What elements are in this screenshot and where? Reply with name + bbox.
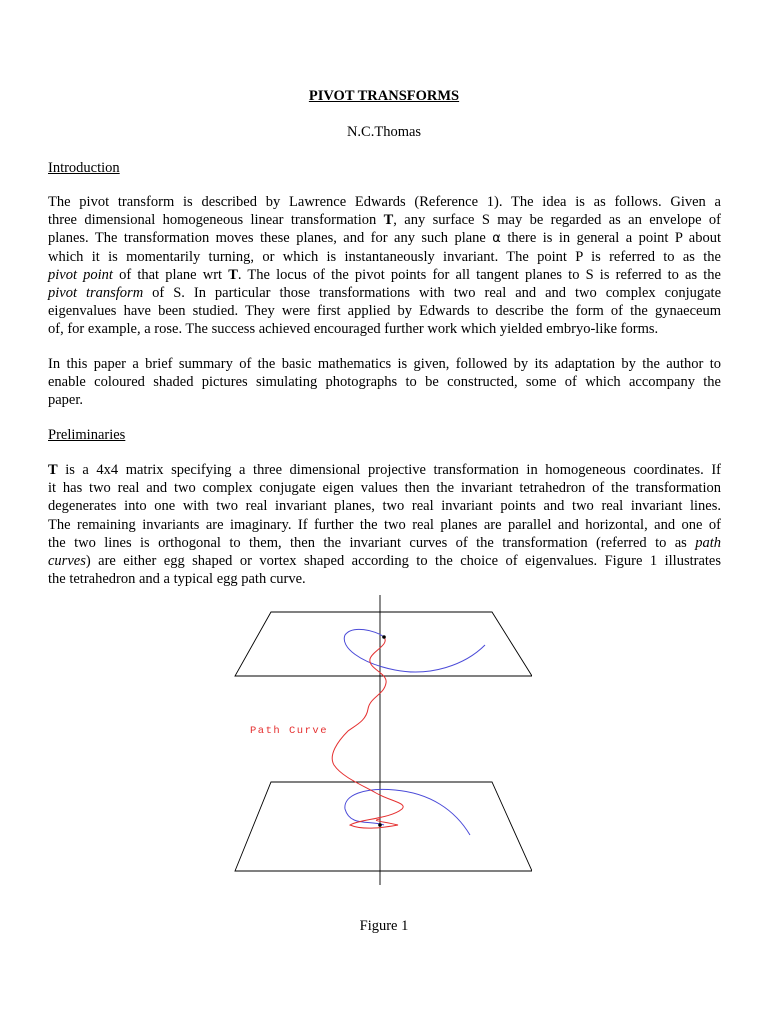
italic-term: pivot transform bbox=[48, 284, 144, 301]
text-run: paper. bbox=[48, 392, 84, 409]
text-run: eigenvalues have been studied. They were first applied by Edwards to describe the form of the gynaeceum bbox=[48, 303, 721, 320]
italic-term: curves bbox=[48, 552, 86, 569]
text-run: there is in general a point P about bbox=[500, 230, 722, 247]
text-run: the tetrahedron and a typical egg path curve. bbox=[48, 571, 306, 588]
upper-vortex-curve bbox=[344, 629, 485, 672]
paragraph-line bbox=[48, 552, 721, 570]
italic-term: pivot point bbox=[48, 266, 113, 283]
paragraph-preliminaries bbox=[48, 461, 721, 588]
paragraph-line bbox=[48, 534, 721, 552]
paragraph-line bbox=[48, 461, 721, 479]
section-heading-introduction: Introduction bbox=[48, 160, 120, 176]
text-run: which it is momentarily turning, or which is instantaneously invariant. The point P is referred to as the bbox=[48, 248, 721, 265]
paragraph-line bbox=[48, 193, 721, 211]
lower-invariant-point bbox=[378, 823, 382, 827]
upper-invariant-point bbox=[382, 635, 386, 639]
paragraph-line bbox=[48, 391, 721, 409]
paragraph-line bbox=[48, 355, 721, 373]
text-run: The pivot transform is described by Lawrence Edwards (Reference 1). The idea is as follows. Given a bbox=[48, 194, 721, 210]
bold-symbol: T bbox=[48, 462, 58, 478]
paragraph-line bbox=[48, 248, 721, 266]
text-run: of that plane wrt bbox=[112, 266, 229, 283]
paragraph-line bbox=[48, 266, 721, 284]
text-run: In this paper a brief summary of the basic mathematics is given, followed by its adaptation by the author to bbox=[48, 356, 721, 372]
alpha-symbol: α bbox=[492, 231, 501, 247]
figure-tetrahedron-path-curve bbox=[230, 595, 532, 885]
text-run: of, for example, a rose. The success achieved encouraged further work which yielded embryo-like forms. bbox=[48, 321, 659, 338]
paragraph-introduction-2 bbox=[48, 355, 721, 410]
paragraph-line bbox=[48, 302, 721, 320]
paper-title: PIVOT TRANSFORMS bbox=[308, 88, 460, 104]
text-run: it has two real and two complex conjugate eigen values then the invariant tetrahedron of the transformation bbox=[48, 480, 721, 497]
author-name: N.C.Thomas bbox=[346, 124, 422, 140]
paragraph-line bbox=[48, 211, 721, 229]
section-heading-preliminaries: Preliminaries bbox=[48, 427, 126, 443]
figure-caption: Figure 1 bbox=[359, 918, 409, 934]
text-run: the two lines is orthogonal to them, then the invariant curves of the transformation (referred to as bbox=[48, 534, 696, 551]
text-run: of S. In particular those transformations with two real and and two complex conjugate bbox=[143, 284, 722, 301]
text-run: three dimensional homogeneous linear transformation bbox=[48, 212, 384, 229]
paragraph-line bbox=[48, 373, 721, 391]
path-curve-label: Path Curve bbox=[250, 725, 329, 737]
text-run: enable coloured shaded pictures simulating photographs to be constructed, some of which accompany the bbox=[48, 374, 721, 391]
paragraph-line bbox=[48, 497, 721, 515]
text-run: is a 4x4 matrix specifying a three dimensional projective transformation in homogeneous coordinates. If bbox=[57, 462, 721, 478]
paragraph-line bbox=[48, 320, 721, 338]
text-run: , any surface S may be regarded as an envelope of bbox=[393, 212, 722, 229]
paragraph-line bbox=[48, 229, 721, 247]
paragraph-introduction-1 bbox=[48, 193, 721, 339]
path-curve bbox=[332, 637, 403, 828]
paragraph-line bbox=[48, 284, 721, 302]
text-run: The remaining invariants are imaginary. If further the two real planes are parallel and horizontal, and one of bbox=[48, 516, 721, 533]
paragraph-line bbox=[48, 479, 721, 497]
paragraph-line bbox=[48, 570, 721, 588]
text-run: ) are either egg shaped or vortex shaped according to the choice of eigenvalues. Figure 1 illustrates bbox=[85, 552, 721, 569]
text-run: degenerates into one with two real invariant planes, two real invariant points and two real invariant lines. bbox=[48, 498, 721, 515]
text-run: . The locus of the pivot points for all tangent planes to S is referred to as the bbox=[237, 266, 721, 283]
bold-symbol: T bbox=[383, 212, 394, 229]
paragraph-line bbox=[48, 516, 721, 534]
text-run: planes. The transformation moves these planes, and for any such plane bbox=[48, 230, 493, 247]
bold-symbol: T bbox=[228, 266, 238, 283]
lower-invariant-plane bbox=[235, 782, 532, 871]
italic-term: path bbox=[695, 534, 721, 551]
